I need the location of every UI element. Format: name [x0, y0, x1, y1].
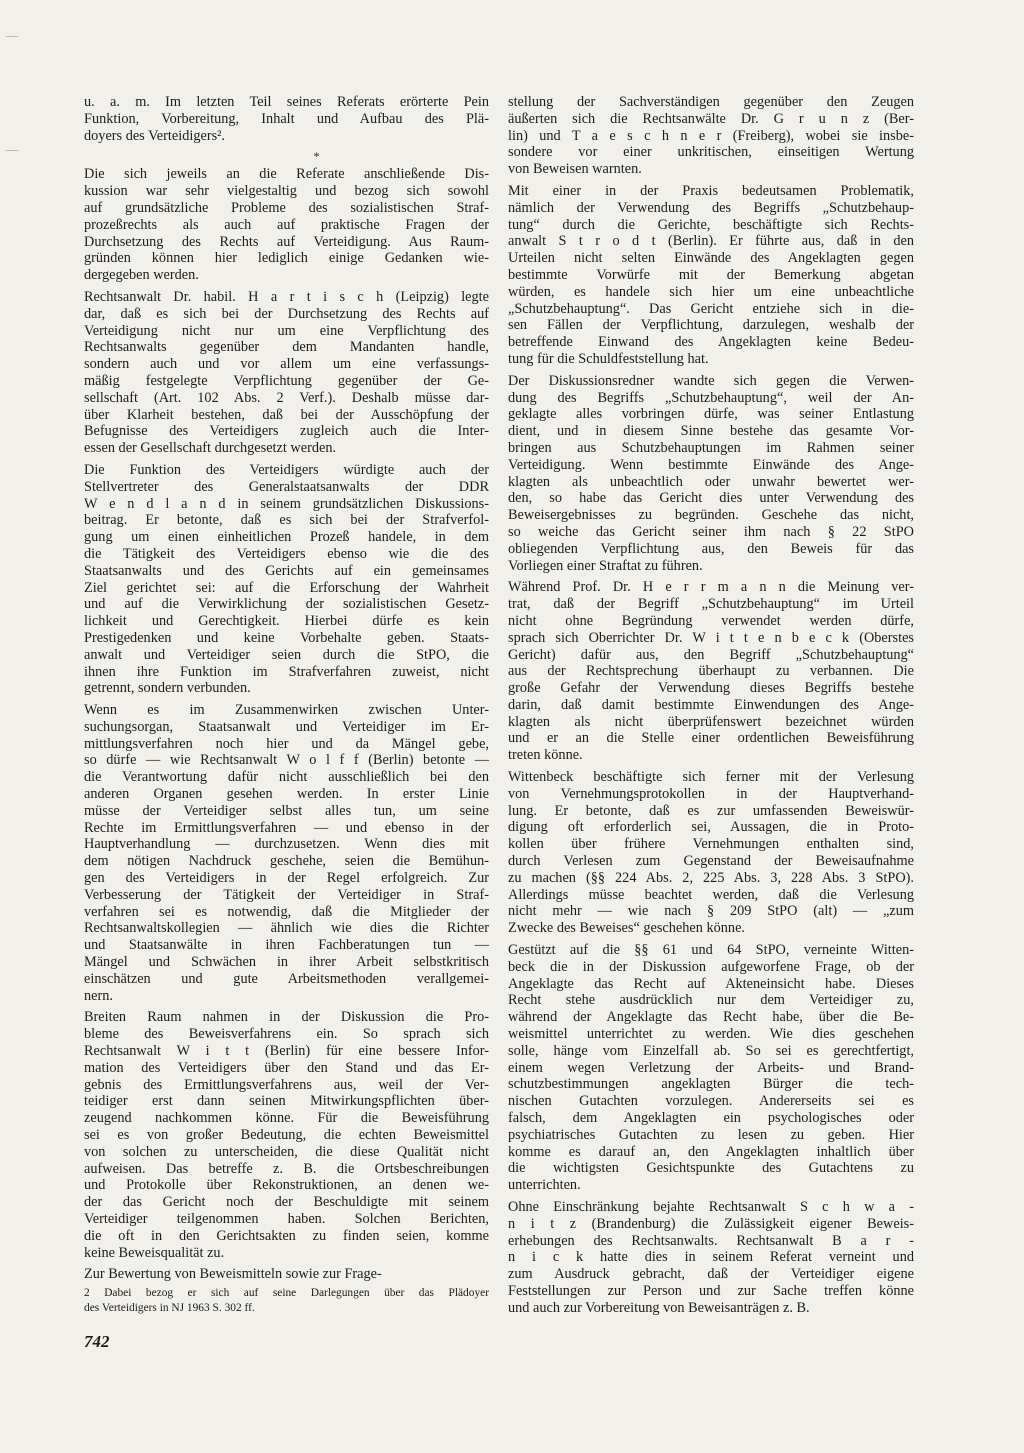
text-line: die Tätigkeit des Verteidigers ebenso wie die des: [84, 545, 489, 562]
text-line: Gestützt auf die §§ 61 und 64 StPO, verneinte Witten-: [508, 942, 914, 959]
text-line: Verteidigung. Wenn bestimmte Einwände des Ange-: [508, 456, 914, 473]
text-line: über Klarheit bestehen, daß bei der Ausschöpfung der: [84, 406, 489, 423]
text-line: darin, daß damit bestimmte Einwendungen des Ange-: [508, 696, 914, 713]
text-line: n i c k hatte dies in seinem Referat verneint und: [508, 1249, 914, 1266]
text-line: getrennt, sondern verbunden.: [84, 680, 251, 697]
text-line: dar, daß es sich bei der Durchsetzung des Rechts auf: [84, 305, 489, 322]
text-line: Mit einer in der Praxis bedeutsamen Problematik,: [508, 182, 914, 199]
text-line: und auch zur Vorbereitung von Beweisanträgen z. B.: [508, 1299, 810, 1316]
text-line: unterrichten.: [508, 1177, 581, 1194]
text-line: erhebungen des Rechtsanwalts. Rechtsanwalt B a r -: [508, 1232, 914, 1249]
text-line: Rechtsanwalts gegenüber dem Mandanten handle,: [84, 339, 489, 356]
text-line: komme es darauf an, den Angeklagten inhaltlich über: [508, 1143, 914, 1160]
text-line: weismittel unterrichtet zu werden. Wie dies geschehen: [508, 1026, 914, 1043]
text-line: gebnis des Ermittlungsverfahrens aus, weil der Ver-: [84, 1076, 489, 1093]
text-line: solle, hänge vom Einzelfall ab. So sei es gerechtfertigt,: [508, 1042, 914, 1059]
text-line: Hauptverhandlung — durchzusetzen. Wenn dies mit: [84, 836, 489, 853]
text-line: Rechte im Ermittlungsverfahren — und ebenso in der: [84, 819, 489, 836]
text-line: Rechtsanwalt Dr. habil. H a r t i s c h (Leipzig) legte: [84, 288, 489, 305]
text-line: Der Diskussionsredner wandte sich gegen die Verwen-: [508, 372, 914, 389]
text-line: Wittenbeck beschäftigte sich ferner mit der Verlesung: [508, 769, 914, 786]
text-line: aus der Rechtsprechung überhaupt zu verbannen. Die: [508, 663, 914, 680]
footnote: [84, 1286, 489, 1315]
text-line: würden, es handele sich hier um eine unbeachtliche: [508, 283, 914, 300]
text-line: teidiger erst dann seinen Mitwirkungspflichten über-: [84, 1093, 489, 1110]
footnote-line: 2 Dabei bezog er sich auf seine Darlegungen über das Plädoyer: [84, 1287, 489, 1299]
text-line: Verteidiger teilgenommen haben. Solchen Berichten,: [84, 1211, 489, 1227]
text-line: Wenn es im Zusammenwirken zwischen Unter-: [84, 702, 489, 719]
section-separator: *: [313, 149, 320, 164]
text-line: bringen aus Schutzbehauptungen im Rahmen seiner: [508, 439, 914, 456]
paragraph: [508, 183, 914, 368]
text-line: durch Verlesen zum Gegenstand der Beweisaufnahme: [508, 853, 914, 870]
text-line: nischen Gutachten vorzulegen. Andererseits sei es: [508, 1093, 914, 1110]
text-line: Rechtsanwalt W i t t (Berlin) für eine bessere Infor-: [84, 1043, 489, 1060]
text-line: prozeßrechts als auch auf praktische Fragen der: [84, 216, 489, 233]
text-line: anwalt und Verteidiger seien durch die StPO, die: [84, 646, 489, 663]
text-line: nern.: [84, 987, 113, 1004]
text-line: mation des Verteidigers über den Stand und das Er-: [84, 1059, 489, 1076]
text-line: Feststellungen zur Person und zur Sache treffen könne: [508, 1282, 914, 1299]
text-line: Verteidigung nicht nur um eine Verpflichtung des: [84, 322, 489, 339]
left-text-column: [84, 94, 489, 1288]
text-line: doyers des Verteidigers².: [84, 127, 225, 144]
text-line: sei es von großer Bedeutung, die echten Beweismittel: [84, 1127, 489, 1144]
text-line: kollen über frühere Vernehmungen enthalten sind,: [508, 836, 914, 853]
footnote-line: des Verteidigers in NJ 1963 S. 302 ff.: [84, 1301, 255, 1314]
text-line: Ohne Einschränkung bejahte Rechtsanwalt S c h w a -: [508, 1199, 914, 1215]
text-line: bestimmte Vorwürfe mit der Bemerkung abgetan: [508, 266, 914, 283]
text-line: Rechtsanwaltskollegien — ähnlich wie dies die Richter: [84, 920, 489, 937]
text-line: schutzbestimmungen angeklagten Bürger die tech-: [508, 1076, 914, 1093]
text-line: die Verantwortung dafür nicht ausschließlich bei den: [84, 769, 489, 786]
right-text-column: [508, 94, 914, 1322]
text-line: und auf die Verwirklichung der sozialistischen Gesetz-: [84, 596, 489, 613]
text-line: digung oft erforderlich sei, Aussagen, die in Proto-: [508, 819, 914, 836]
paragraph: [84, 1266, 489, 1283]
text-line: keine Beweisqualität zu.: [84, 1244, 225, 1261]
text-line: Breiten Raum nahmen in der Diskussion die Pro-: [84, 1009, 489, 1026]
text-line: mäßig festgelegte Verpflichtung gegenüber der Ge-: [84, 372, 489, 389]
text-line: und Protokolle über Rekonstruktionen, an denen we-: [84, 1177, 489, 1194]
text-line: n i t z (Brandenburg) die Zulässigkeit eigener Beweis-: [508, 1215, 914, 1232]
text-line: klagten als nicht überprüfenswert bezeichnet würden: [508, 713, 914, 730]
paragraph: [508, 579, 914, 764]
text-line: Allerdings müsse beachtet werden, daß die Verlesung: [508, 886, 914, 903]
text-line: psychiatrisches Gutachten zu lesen zu geben. Hier: [508, 1126, 914, 1143]
text-line: gründen können hier lediglich einige Gedanken wie-: [84, 250, 489, 267]
text-line: tung“ durch die Gerichte, beschäftigte sich Rechts-: [508, 216, 914, 233]
text-line: „Schutzbehauptung“. Das Gericht entziehe sich in die-: [508, 300, 914, 317]
text-line: so weiche das Gericht seiner ihm nach § 22 StPO: [508, 523, 914, 540]
paragraph: [84, 1009, 489, 1261]
text-line: einschätzen und gute Arbeitsmethoden verallgemei-: [84, 970, 489, 987]
text-line: der das Gericht noch der Beschuldigte mit seinem: [84, 1194, 489, 1211]
text-line: zum Ausdruck gebracht, daß der Verteidiger eigene: [508, 1266, 914, 1283]
text-line: gung um einen einheitlichen Prozeß handele, in dem: [84, 529, 489, 546]
paragraph: [84, 166, 489, 284]
text-line: Die Funktion des Verteidigers würdigte auch der: [84, 461, 489, 478]
text-line: sprach sich Oberrichter Dr. W i t t e n b e c k (Oberstes: [508, 629, 914, 646]
text-line: Staatsanwalts und des Gerichts auf ein gemeinsames: [84, 562, 489, 579]
text-line: dient, und in diesem Sinne bestehe das gesamte Vor-: [508, 423, 914, 440]
paragraph: [508, 1199, 914, 1317]
text-line: W e n d l a n d in seinem grundsätzlichen Diskussions-: [84, 495, 489, 512]
paragraph: [84, 289, 489, 457]
text-line: klagten als unbeachtlich oder unwahr bewertet wer-: [508, 473, 914, 490]
text-line: Zur Bewertung von Beweismitteln sowie zur Frage-: [84, 1266, 382, 1283]
text-line: zeugend nachkommen könne. Für die Beweisführung: [84, 1110, 489, 1127]
text-line: Angeklagte das Recht auf Akteneinsicht habe. Dieses: [508, 975, 914, 992]
text-line: Zwecke des Beweises“ geschehen könne.: [508, 920, 745, 937]
text-line: müsse der Verteidiger selbst alles tun, um seine: [84, 802, 489, 819]
text-line: treten könne.: [508, 747, 583, 764]
text-line: Gericht) dafür aus, den Begriff „Schutzbehauptung“: [508, 646, 914, 663]
text-line: äußerten sich die Rechtsanwälte Dr. G r u n z (Ber-: [508, 110, 914, 127]
page-number: 742: [84, 1332, 110, 1351]
text-line: anderen Organen gesehen werden. In erster Linie: [84, 786, 489, 803]
text-line: Befugnisse des Verteidigers zugleich auch die Inter-: [84, 423, 489, 440]
text-line: lung. Er betonte, daß es zur umfassenden Beweiswür-: [508, 802, 914, 819]
text-line: Urteilen nicht selten Einwände des Angeklagten gegen: [508, 250, 914, 267]
text-line: Durchsetzung des Rechts auf Verteidigung. Aus Raum-: [84, 233, 489, 250]
text-line: den, so habe das Gericht dies unter Verwendung des: [508, 490, 914, 507]
text-line: lichkeit und Gerechtigkeit. Hierbei dürfe es kein: [84, 613, 489, 630]
text-line: nicht mehr — wie nach § 209 StPO (alt) — „zum: [508, 903, 914, 920]
text-line: sondere vor einer unkritischen, einseitigen Wertung: [508, 144, 914, 161]
text-line: sellschaft (Art. 102 Abs. 2 Verf.). Deshalb müsse dar-: [84, 389, 489, 406]
text-line: beitrag. Er betonte, daß es sich bei der Strafverfol-: [84, 512, 489, 529]
text-line: stellung der Sachverständigen gegenüber den Zeugen: [508, 94, 914, 110]
text-line: dergegeben werden.: [84, 267, 199, 284]
text-line: zu machen (§§ 224 Abs. 2, 225 Abs. 3, 228 Abs. 3 StPO).: [508, 869, 914, 886]
text-line: die oft in den Gerichtsakten zu finden seien, komme: [84, 1227, 489, 1244]
text-line: Prestigedenken und keine Vorbehalte geben. Staats-: [84, 629, 489, 646]
paragraph: [84, 94, 489, 144]
text-line: Während Prof. Dr. H e r r m a n n die Meinung ver-: [508, 579, 914, 596]
text-line: während der Angeklagte das Recht habe, über die Be-: [508, 1009, 914, 1026]
text-line: Beweisergebnisses zu begründen. Geschehe das nicht,: [508, 507, 914, 524]
text-line: einem wegen Verletzung der Arbeits- und Brand-: [508, 1059, 914, 1076]
text-line: dem nötigen Nachdruck geschehe, seien die Bemühun-: [84, 853, 489, 870]
text-line: ihnen ihre Funktion im Strafverfahren zuweist, nicht: [84, 663, 489, 680]
text-line: anwalt S t r o d t (Berlin). Er führte aus, daß in den: [508, 233, 914, 250]
text-line: kussion war sehr vielgestaltig und bezog sich sowohl: [84, 183, 489, 200]
text-line: sondern auch und vor allem um eine verfassungs-: [84, 356, 489, 373]
paragraph: [508, 769, 914, 937]
text-line: auf grundsätzliche Probleme des sozialistischen Straf-: [84, 199, 489, 216]
text-line: essen der Gesellschaft durchgesetzt werden.: [84, 440, 337, 457]
text-line: mittlungsverfahren noch hier und da Mängel gebe,: [84, 735, 489, 752]
text-line: die wichtigsten Gesichtspunkte des Gutachtens zu: [508, 1160, 914, 1177]
text-line: bleme des Beweisverfahrens ein. So sprach sich: [84, 1026, 489, 1043]
scan-edge-mark: [6, 150, 18, 151]
text-line: Die sich jeweils an die Referate anschließende Dis-: [84, 166, 489, 183]
text-line: Funktion, Vorbereitung, Inhalt und Aufbau des Plä-: [84, 110, 489, 127]
paragraph: [84, 462, 489, 697]
text-line: gen des Verteidigers in der Regel erfolgreich. Zur: [84, 870, 489, 887]
text-line: große Gefahr der Verwendung dieses Begriffs bestehe: [508, 680, 914, 697]
text-line: von solchen zu unterscheiden, die diese Qualität nicht: [84, 1143, 489, 1160]
text-line: tung für die Schuldfeststellung hat.: [508, 350, 709, 367]
text-line: lin) und T a e s c h n e r (Freiberg), wobei sie insbe-: [508, 127, 914, 144]
text-line: suchungsorgan, Staatsanwalt und Verteidiger im Er-: [84, 718, 489, 735]
text-line: von Vernehmungsprotokollen in der Hauptverhand-: [508, 785, 914, 802]
paragraph: [508, 942, 914, 1194]
text-line: nicht ohne Begründung verwendet werden dürfe,: [508, 612, 914, 629]
scan-edge-mark: [6, 36, 18, 37]
text-line: Ziel gerichtet sei: auf die Erforschung der Wahrheit: [84, 579, 489, 596]
text-line: obliegenden Verpflichtung aus, den Beweis für das: [508, 540, 914, 557]
text-line: betreffende Einwand des Angeklagten keine Bedeu-: [508, 334, 914, 351]
text-line: falsch, dem Angeklagten ein psychologisches oder: [508, 1110, 914, 1127]
text-line: geklagte alles vorbringen dürfe, was seiner Entlastung: [508, 406, 914, 423]
text-line: so dürfe — wie Rechtsanwalt W o l f f (Berlin) betonte —: [84, 752, 489, 769]
text-line: Stellvertreter des Generalstaatsanwalts der DDR: [84, 478, 489, 495]
text-line: dung des Begriffs „Schutzbehauptung“, weil der An-: [508, 389, 914, 406]
text-line: von Beweisen warnten.: [508, 161, 642, 178]
text-line: Vorliegen einer Straftat zu führen.: [508, 557, 703, 574]
text-line: Mängel und Schwächen in ihrer Arbeit selbstkritisch: [84, 954, 489, 971]
text-line: sen Fällen der Verpflichtung, darzulegen, weshalb der: [508, 317, 914, 334]
text-line: aufweisen. Das betreffe z. B. die Ortsbeschreibungen: [84, 1160, 489, 1177]
text-line: und Staatsanwälte in ihren Fachberatungen tun —: [84, 937, 489, 954]
text-line: nämlich der Verwendung des Begriffs „Schutzbehaup-: [508, 199, 914, 216]
text-line: u. a. m. Im letzten Teil seines Referats erörterte Pein: [84, 94, 489, 110]
text-line: beck die in der Diskussion aufgeworfene Frage, ob der: [508, 958, 914, 975]
text-line: Recht stehe ausdrücklich nur dem Verteidiger zu,: [508, 992, 914, 1009]
text-line: trat, daß der Begriff „Schutzbehauptung“ im Urteil: [508, 596, 914, 613]
text-line: Verbesserung der Tätigkeit der Verteidiger in Straf-: [84, 886, 489, 903]
paragraph: [84, 702, 489, 1004]
text-line: verfahren sei es notwendig, daß die Mitglieder der: [84, 903, 489, 920]
paragraph: [508, 373, 914, 575]
paragraph: [508, 94, 914, 178]
text-line: und er an die Stelle einer ordentlichen Beweisführung: [508, 730, 914, 747]
